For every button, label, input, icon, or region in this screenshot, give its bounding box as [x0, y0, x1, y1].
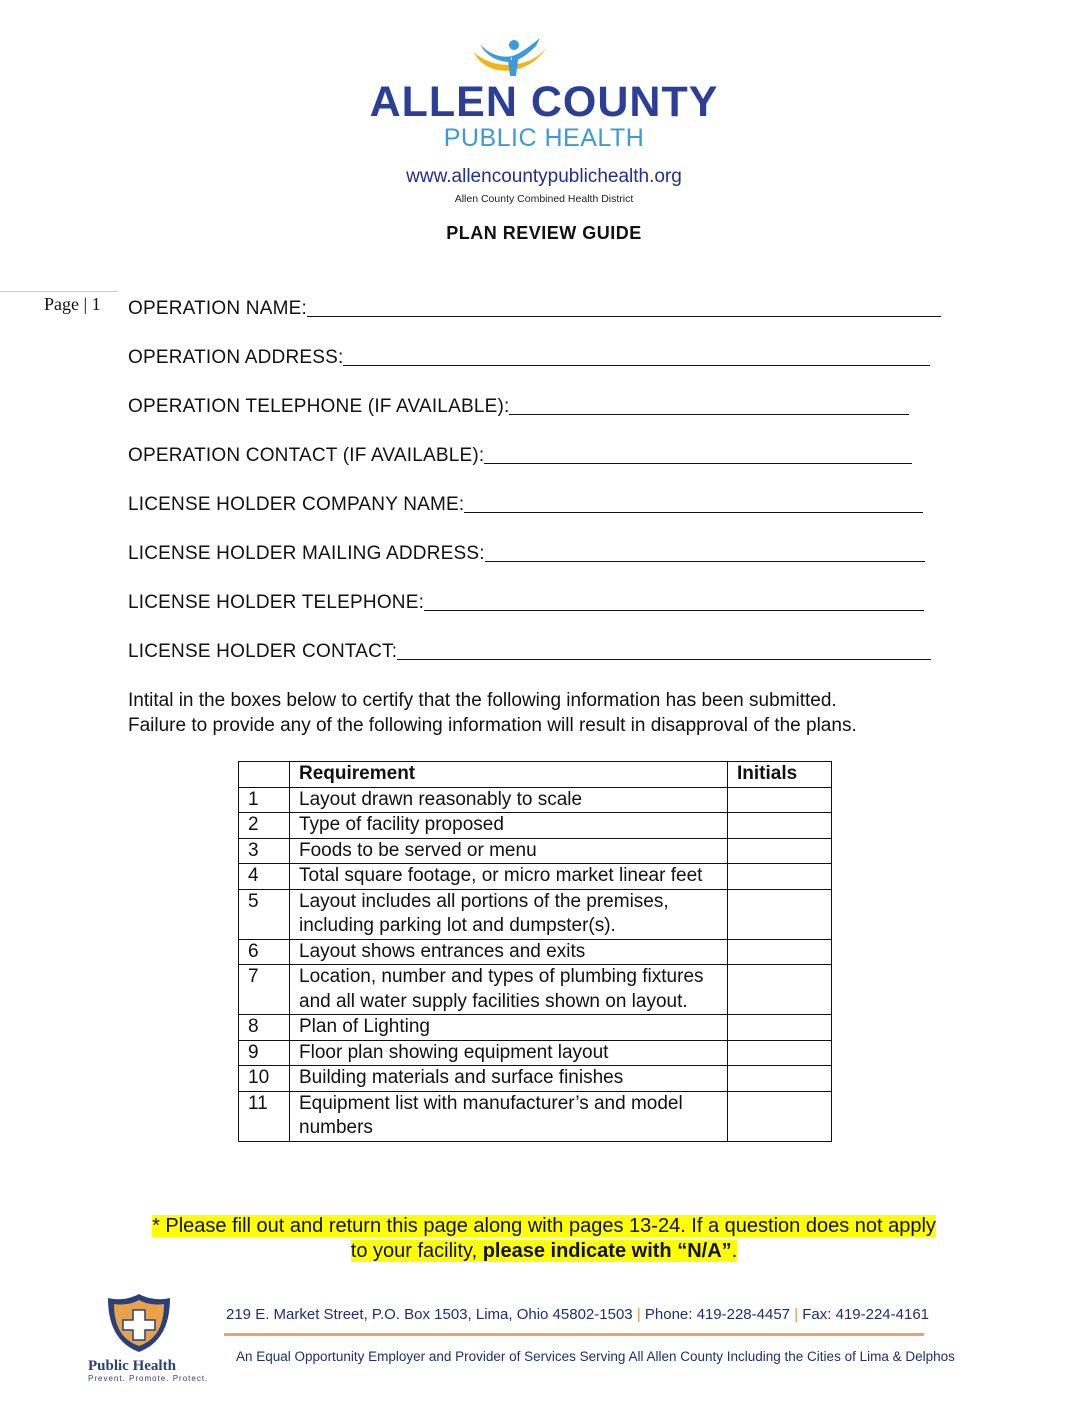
field-label: LICENSE HOLDER TELEPHONE:	[128, 592, 425, 613]
initials-cell[interactable]	[728, 787, 832, 813]
field-label: OPERATION NAME:	[128, 298, 307, 319]
footer-separator: |	[794, 1306, 799, 1323]
website-link[interactable]: www.allencountypublichealth.org	[406, 166, 682, 187]
header-initials: Initials	[728, 762, 832, 788]
footer-fax: Fax: 419-224-4161	[802, 1306, 930, 1323]
operation-name-field	[128, 296, 941, 320]
requirements-table	[238, 761, 832, 1142]
row-number: 4	[239, 864, 290, 890]
instructions-line-1: Intital in the boxes below to certify that the following information has been submitted.	[128, 690, 837, 711]
row-requirement: Total square footage, or micro market linear feet	[290, 864, 728, 890]
table-row	[239, 1040, 832, 1066]
header-requirement: Requirement	[290, 762, 728, 788]
row-number: 5	[239, 889, 290, 939]
row-number: 6	[239, 939, 290, 965]
license-contact-input[interactable]	[397, 659, 931, 660]
license-contact-field	[128, 639, 931, 663]
footer-equal-opportunity: An Equal Opportunity Employer and Provider of Services Serving All Allen County Including the Cities of Lima & Delphos	[236, 1349, 955, 1364]
row-requirement: Layout shows entrances and exits	[290, 939, 728, 965]
document-title: PLAN REVIEW GUIDE	[446, 223, 642, 243]
note-line-2: to your facility,	[350, 1240, 483, 1262]
header-number	[239, 762, 290, 788]
footer-brand: Public Health	[88, 1358, 176, 1374]
table-row	[239, 838, 832, 864]
return-instructions-note	[0, 1214, 1088, 1264]
initials-cell[interactable]	[728, 838, 832, 864]
row-requirement: Building materials and surface finishes	[290, 1066, 728, 1092]
row-requirement: Layout drawn reasonably to scale	[290, 787, 728, 813]
footer-phone: Phone: 419-228-4457	[644, 1306, 791, 1323]
initials-cell[interactable]	[728, 1091, 832, 1141]
row-number: 1	[239, 787, 290, 813]
table-row	[239, 864, 832, 890]
initials-cell[interactable]	[728, 939, 832, 965]
field-label: LICENSE HOLDER MAILING ADDRESS:	[128, 543, 485, 564]
initials-cell[interactable]	[728, 1015, 832, 1041]
footer-address: 219 E. Market Street, P.O. Box 1503, Lima, Ohio 45802-1503	[226, 1306, 633, 1323]
instructions	[128, 688, 968, 738]
row-number: 11	[239, 1091, 290, 1141]
row-number: 2	[239, 813, 290, 839]
operation-telephone-input[interactable]	[509, 414, 909, 415]
page-margin-rule	[0, 291, 118, 292]
table-row	[239, 787, 832, 813]
field-label: LICENSE HOLDER CONTACT:	[128, 641, 398, 662]
initials-cell[interactable]	[728, 965, 832, 1015]
operation-address-field	[128, 345, 930, 369]
district-name: Allen County Combined Health District	[454, 193, 634, 205]
row-requirement: Plan of Lighting	[290, 1015, 728, 1041]
row-requirement: Foods to be served or menu	[290, 838, 728, 864]
table-row	[239, 1015, 832, 1041]
row-number: 3	[239, 838, 290, 864]
initials-cell[interactable]	[728, 1040, 832, 1066]
note-line-1: * Please fill out and return this page along with pages 13-24. If a question does not apply	[152, 1215, 936, 1237]
operation-address-input[interactable]	[343, 365, 930, 366]
license-company-field	[128, 492, 923, 516]
field-label: OPERATION ADDRESS:	[128, 347, 344, 368]
operation-name-input[interactable]	[307, 316, 941, 317]
row-requirement: Floor plan showing equipment layout	[290, 1040, 728, 1066]
table-row	[239, 813, 832, 839]
table-row	[239, 889, 832, 939]
license-telephone-field	[128, 590, 924, 614]
note-na-instruction: please indicate with “N/A”	[482, 1240, 732, 1262]
table-row	[239, 1066, 832, 1092]
page-number: Page | 1	[44, 294, 101, 314]
operation-telephone-field	[128, 394, 909, 418]
logo-wordmark: ALLEN COUNTY	[369, 78, 719, 126]
row-requirement: Layout includes all portions of the premises, including parking lot and dumpster(s).	[290, 889, 728, 939]
license-mailing-address-field	[128, 541, 925, 565]
field-label: OPERATION CONTACT (IF AVAILABLE):	[128, 445, 485, 466]
initials-cell[interactable]	[728, 813, 832, 839]
footer-separator: |	[636, 1306, 641, 1323]
field-label: LICENSE HOLDER COMPANY NAME:	[128, 494, 465, 515]
table-row	[239, 1091, 832, 1141]
table-row	[239, 939, 832, 965]
initials-cell[interactable]	[728, 889, 832, 939]
logo-subtitle: PUBLIC HEALTH	[443, 124, 645, 152]
initials-cell[interactable]	[728, 864, 832, 890]
license-telephone-input[interactable]	[424, 610, 924, 611]
license-mailing-address-input[interactable]	[485, 561, 925, 562]
row-requirement: Equipment list with manufacturer’s and model numbers	[290, 1091, 728, 1141]
footer-divider	[224, 1333, 924, 1336]
row-number: 10	[239, 1066, 290, 1092]
row-number: 9	[239, 1040, 290, 1066]
row-number: 8	[239, 1015, 290, 1041]
row-number: 7	[239, 965, 290, 1015]
initials-cell[interactable]	[728, 1066, 832, 1092]
table-header-row	[239, 762, 832, 788]
license-company-input[interactable]	[464, 512, 923, 513]
table-row	[239, 965, 832, 1015]
row-requirement: Type of facility proposed	[290, 813, 728, 839]
footer-tagline: Prevent. Promote. Protect.	[88, 1374, 209, 1383]
row-requirement: Location, number and types of plumbing fixtures and all water supply facilities shown on layout.	[290, 965, 728, 1015]
note-end: .	[731, 1240, 738, 1262]
field-label: OPERATION TELEPHONE (IF AVAILABLE):	[128, 396, 510, 417]
public-health-shield-logo-icon	[106, 1292, 172, 1354]
footer-contact-line	[226, 1306, 929, 1323]
operation-contact-input[interactable]	[484, 463, 912, 464]
instructions-line-2: Failure to provide any of the following information will result in disapproval of the plans.	[128, 715, 857, 736]
operation-contact-field	[128, 443, 912, 467]
